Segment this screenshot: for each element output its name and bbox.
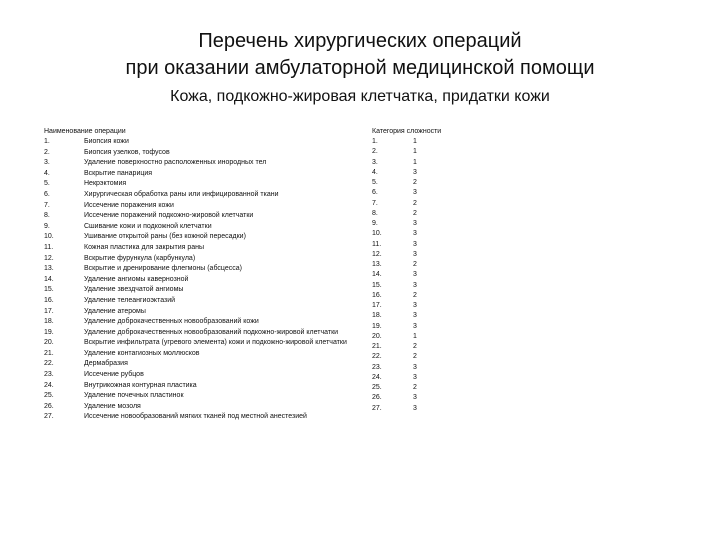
- operation-number: 25.: [44, 392, 54, 400]
- category-row: [372, 332, 432, 342]
- category-row: [372, 404, 432, 414]
- category-number: 18.: [372, 312, 382, 320]
- operation-number: 1.: [44, 138, 50, 145]
- operation-row: [44, 201, 364, 212]
- operation-row: [44, 328, 364, 339]
- operation-name: Иссечение поражений подкожно-жировой клетчатки: [84, 212, 254, 220]
- category-value: 1: [413, 332, 417, 340]
- operation-name: Удаление ангиомы кавернозной: [84, 275, 189, 283]
- category-header: Категория сложности: [372, 128, 442, 135]
- category-number: 10.: [372, 230, 382, 238]
- operation-name: Сшивание кожи и подкожной клетчатки: [84, 222, 212, 230]
- operations-list: [44, 137, 364, 423]
- category-value: 3: [413, 302, 417, 309]
- category-number: 21.: [372, 343, 382, 350]
- category-row: [372, 188, 432, 198]
- category-number: 15.: [372, 281, 382, 289]
- operation-number: 6.: [44, 190, 50, 198]
- category-value: 2: [413, 343, 417, 350]
- category-row: [372, 383, 432, 393]
- category-row: [372, 363, 432, 373]
- category-value: 3: [413, 240, 417, 248]
- operation-row: [44, 317, 364, 328]
- operation-row: [44, 370, 364, 381]
- category-row: [372, 158, 432, 168]
- category-value: 3: [413, 322, 417, 330]
- operation-name: Хирургическая обработка раны или инфицированной ткани: [84, 190, 279, 198]
- operation-name: Удаление мозоля: [84, 402, 141, 410]
- category-number: 19.: [372, 322, 382, 330]
- category-number: 4.: [372, 168, 378, 176]
- slide-title: [0, 28, 720, 82]
- category-value: 3: [413, 394, 417, 402]
- operation-row: [44, 254, 364, 265]
- category-row: [372, 168, 432, 178]
- operation-number: 8.: [44, 212, 50, 220]
- category-number: 6.: [372, 189, 378, 197]
- category-row: [372, 137, 432, 147]
- category-number: 23.: [372, 363, 382, 371]
- category-number: 9.: [372, 220, 378, 227]
- category-number: 24.: [372, 373, 382, 381]
- title-line-1: Перечень хирургических операций: [198, 30, 522, 52]
- operation-number: 27.: [44, 413, 54, 421]
- category-value: 3: [413, 189, 417, 197]
- category-value: 3: [413, 404, 417, 412]
- category-value: 3: [413, 250, 417, 258]
- category-number: 7.: [372, 199, 378, 207]
- operation-row: [44, 391, 364, 402]
- category-row: [372, 291, 432, 301]
- category-value: 1: [413, 148, 417, 156]
- operation-name: Удаление доброкачественных новообразований кожи: [84, 318, 259, 326]
- operation-number: 18.: [44, 318, 54, 326]
- operation-number: 14.: [44, 275, 54, 283]
- operation-name: Удаление атеромы: [84, 307, 146, 315]
- category-number: 2.: [372, 148, 378, 156]
- operation-number: 22.: [44, 360, 54, 368]
- category-value: 2: [413, 291, 417, 299]
- operation-number: 9.: [44, 222, 50, 230]
- category-value: 3: [413, 363, 417, 371]
- category-number: 1.: [372, 138, 378, 145]
- category-value: 3: [413, 220, 417, 227]
- operation-name: Иссечение новообразований мягких тканей под местной анестезией: [84, 413, 307, 421]
- operation-row: [44, 402, 364, 413]
- category-number: 12.: [372, 250, 382, 258]
- category-row: [372, 322, 432, 332]
- operation-name: Вскрытие инфильтрата (угревого элемента) кожи и подкожно-жировой клетчатки: [84, 339, 347, 347]
- operation-name: Некрэктомия: [84, 180, 127, 188]
- category-row: [372, 373, 432, 383]
- category-number: 20.: [372, 332, 382, 340]
- operation-name: Вскрытие фурункула (карбункула): [84, 254, 196, 262]
- operation-name: Удаление контагиозных моллюсков: [84, 349, 200, 357]
- operation-name: Удаление почечных пластинок: [84, 392, 184, 400]
- category-value: 3: [413, 168, 417, 176]
- operation-number: 16.: [44, 296, 54, 304]
- operation-row: [44, 285, 364, 296]
- category-value: 2: [413, 384, 417, 391]
- operation-name: Удаление звездчатой ангиомы: [84, 286, 184, 294]
- operation-row: [44, 211, 364, 222]
- category-row: [372, 260, 432, 270]
- operation-number: 10.: [44, 233, 54, 241]
- slide-subtitle: Кожа, подкожно-жировая клетчатка, придатки кожи: [170, 88, 550, 105]
- operation-number: 2.: [44, 148, 50, 156]
- category-row: [372, 178, 432, 188]
- category-row: [372, 270, 432, 280]
- category-number: 8.: [372, 209, 378, 217]
- category-row: [372, 209, 432, 219]
- category-value: 1: [413, 158, 417, 166]
- operation-name: Удаление телеангиоэктазий: [84, 296, 176, 304]
- category-value: 2: [413, 261, 417, 268]
- category-list: [372, 137, 432, 414]
- operation-number: 3.: [44, 159, 50, 167]
- category-number: 3.: [372, 158, 378, 166]
- operation-number: 21.: [44, 349, 54, 357]
- operation-name: Вскрытие панариция: [84, 169, 153, 177]
- operations-header: Наименование операции: [44, 128, 126, 135]
- category-row: [372, 352, 432, 362]
- operation-row: [44, 349, 364, 360]
- operation-number: 20.: [44, 339, 54, 347]
- category-row: [372, 240, 432, 250]
- operation-number: 5.: [44, 180, 50, 188]
- category-row: [372, 281, 432, 291]
- category-row: [372, 301, 432, 311]
- category-value: 3: [413, 230, 417, 238]
- category-row: [372, 311, 432, 321]
- operation-number: 19.: [44, 328, 54, 336]
- operation-name: Иссечение поражения кожи: [84, 201, 174, 209]
- category-row: [372, 250, 432, 260]
- operation-name: Ушивание открытой раны (без кожной пересадки): [84, 233, 246, 241]
- operation-name: Удаление доброкачественных новообразований подкожно-жировой клетчатки: [84, 328, 339, 336]
- category-value: 2: [413, 199, 417, 207]
- category-number: 16.: [372, 291, 382, 299]
- operation-name: Вскрытие и дренирование флегмоны (абсцесса): [84, 265, 242, 273]
- operation-name: Иссечение рубцов: [84, 371, 144, 379]
- category-row: [372, 219, 432, 229]
- category-number: 5.: [372, 179, 378, 186]
- operation-row: [44, 232, 364, 243]
- category-value: 1: [413, 138, 417, 145]
- operation-name: Биопсия узелков, тофусов: [84, 148, 170, 156]
- operation-row: [44, 137, 364, 148]
- operation-name: Биопсия кожи: [84, 138, 129, 145]
- operation-number: 17.: [44, 307, 54, 315]
- operation-row: [44, 169, 364, 180]
- operation-row: [44, 412, 364, 423]
- category-value: 3: [413, 312, 417, 320]
- operation-row: [44, 243, 364, 254]
- operation-number: 15.: [44, 286, 54, 294]
- operation-name: Кожная пластика для закрытия раны: [84, 243, 205, 251]
- category-number: 25.: [372, 384, 382, 391]
- operation-name: Дермабразия: [84, 360, 128, 368]
- operation-number: 11.: [44, 243, 54, 251]
- category-value: 3: [413, 271, 417, 279]
- category-value: 2: [413, 179, 417, 186]
- operation-row: [44, 179, 364, 190]
- category-number: 26.: [372, 394, 382, 402]
- operation-number: 7.: [44, 201, 50, 209]
- category-value: 2: [413, 209, 417, 217]
- category-number: 13.: [372, 261, 382, 268]
- category-number: 11.: [372, 240, 382, 248]
- category-row: [372, 342, 432, 352]
- operation-name: Удаление поверхностно расположенных инородных тел: [84, 159, 267, 167]
- operation-row: [44, 275, 364, 286]
- operation-row: [44, 264, 364, 275]
- category-row: [372, 229, 432, 239]
- category-row: [372, 199, 432, 209]
- title-line-2: при оказании амбулаторной медицинской помощи: [125, 57, 595, 79]
- category-row: [372, 393, 432, 403]
- operation-row: [44, 338, 364, 349]
- operation-number: 12.: [44, 254, 54, 262]
- category-number: 17.: [372, 302, 382, 309]
- operation-row: [44, 381, 364, 392]
- operation-number: 23.: [44, 371, 54, 379]
- operation-number: 24.: [44, 381, 54, 389]
- operation-row: [44, 158, 364, 169]
- operation-number: 13.: [44, 265, 54, 273]
- operation-row: [44, 148, 364, 159]
- category-value: 2: [413, 353, 417, 361]
- category-number: 22.: [372, 353, 382, 361]
- operation-row: [44, 307, 364, 318]
- operation-row: [44, 296, 364, 307]
- operation-number: 4.: [44, 169, 50, 177]
- category-value: 3: [413, 373, 417, 381]
- operation-row: [44, 359, 364, 370]
- category-number: 14.: [372, 271, 382, 279]
- operation-name: Внутрикожная контурная пластика: [84, 381, 197, 389]
- operation-number: 26.: [44, 402, 54, 410]
- category-value: 3: [413, 281, 417, 289]
- operation-row: [44, 190, 364, 201]
- operation-row: [44, 222, 364, 233]
- category-number: 27.: [372, 404, 382, 412]
- category-row: [372, 147, 432, 157]
